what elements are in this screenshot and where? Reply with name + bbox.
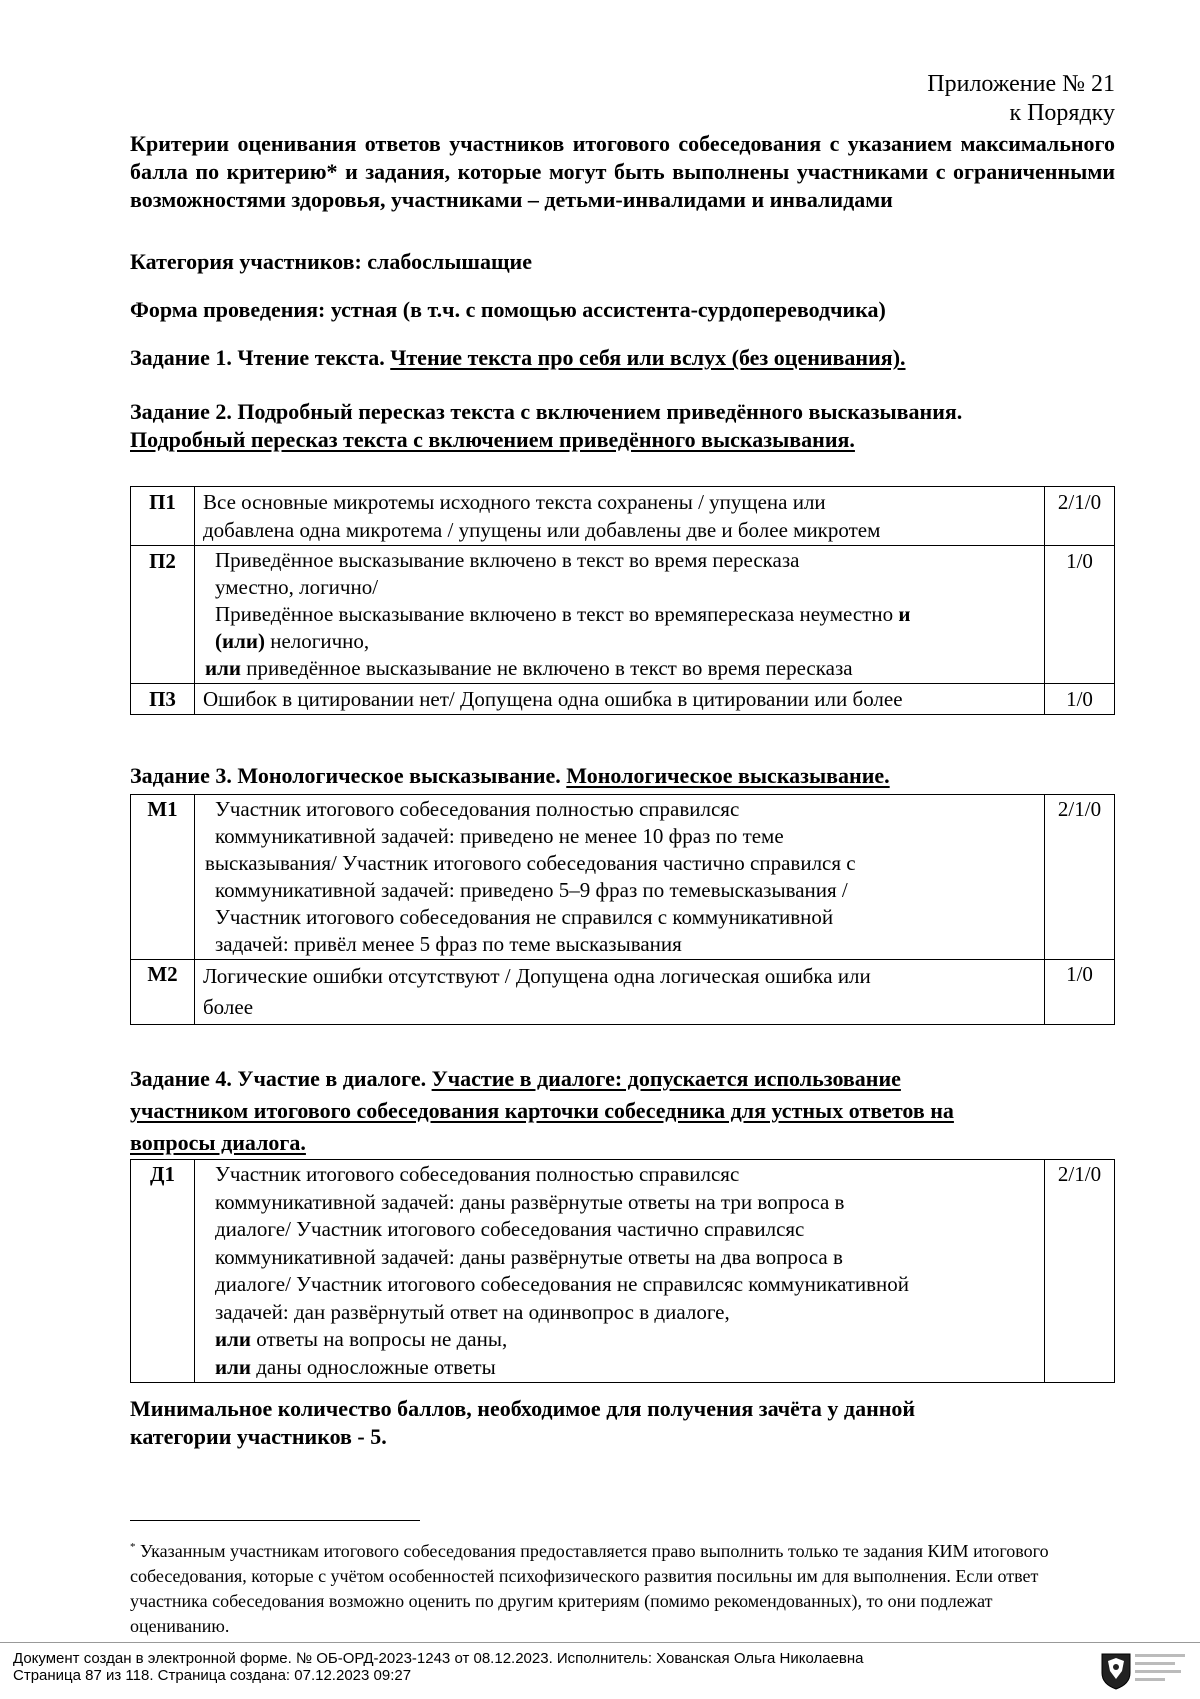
coat-of-arms-icon — [1098, 1651, 1134, 1691]
criterion-text-line: коммуникативной задачей: даны развёрнутые ответы на два вопроса в — [215, 1244, 843, 1269]
footnote-text: Указанным участникам итогового собеседования предоставляется право выполнить только те задания КИМ итогового собеседования, которые с учётом особенностей психофизического развития посильны им для выполнения. Если ответ участника собеседования возможно оценить по другим критериям (помимо рекомендованных), то они подлежат оцениванию. — [130, 1541, 1049, 1636]
criterion-text-line: Участник итогового собеседования полностью справилсяс — [215, 1162, 740, 1186]
criterion-score: 1/0 — [1045, 684, 1115, 715]
task3-label: Задание 3. Монологическое высказывание. — [130, 763, 567, 788]
table-row — [131, 795, 1115, 960]
criterion-description — [195, 487, 1045, 546]
participant-category: Категория участников: слабослышащие — [130, 249, 532, 274]
task3-criteria-table — [130, 794, 1115, 1025]
criterion-text-line: высказывания/ Участник итогового собеседования частично справился с — [205, 851, 856, 875]
task4-heading — [130, 1063, 1115, 1159]
table-row — [131, 960, 1115, 1025]
criterion-text-line: более — [203, 995, 254, 1019]
bold-fragment: или — [215, 1327, 251, 1351]
task1-detail: Чтение текста про себя или вслух (без оценивания). — [390, 345, 906, 370]
criterion-text-line: Логические ошибки отсутствуют / Допущена одна логическая ошибка или — [203, 964, 871, 988]
task2-detail: Подробный пересказ текста с включением приведённого высказывания. — [130, 427, 855, 452]
task4-detail: участником итогового собеседования карточки собеседника для устных ответов на — [130, 1098, 954, 1123]
criterion-text-line: уместно, логично/ — [215, 575, 379, 599]
minimum-score-line: Минимальное количество баллов, необходимое для получения зачёта у данной — [130, 1396, 916, 1421]
bold-fragment: (или) — [215, 629, 265, 653]
criterion-text-line: задачей: привёл менее 5 фраз по теме высказывания — [215, 932, 682, 956]
text-fragment: Приведённое высказывание включено в текст во времяпересказа неуместно — [215, 602, 899, 626]
criterion-text-line: Все основные микротемы исходного текста сохранены / упущена или — [203, 490, 826, 514]
criterion-text-line: задачей: дан развёрнутый ответ на одинвопрос в диалоге, — [215, 1299, 730, 1324]
criterion-text-line: коммуникативной задачей: приведено не менее 10 фраз по теме — [215, 824, 784, 848]
task2-heading — [130, 398, 1115, 454]
text-fragment: нелогично, — [264, 629, 370, 653]
criterion-text-line: Участник итогового собеседования полностью справилсяс — [215, 797, 740, 821]
bold-fragment: и — [898, 602, 911, 626]
criterion-text-line: диалоге/ Участник итогового собеседования частично справилсяс — [215, 1217, 805, 1241]
criterion-code: М1 — [131, 795, 195, 960]
criterion-text-line: коммуникативной задачей: даны развёрнутые ответы на три вопроса в — [215, 1189, 845, 1214]
table-row — [131, 1160, 1115, 1383]
emblem-caption-icon — [1135, 1651, 1190, 1687]
criterion-text-line: диалоге/ Участник итогового собеседования не справилсяс коммуникативной — [215, 1272, 910, 1296]
bold-fragment: или — [205, 656, 241, 680]
emblem-caption-decoration — [1135, 1651, 1195, 1690]
task3-heading — [130, 762, 1115, 790]
criterion-code: П3 — [131, 684, 195, 715]
text-fragment: приведённое высказывание не включено в текст во время пересказа — [240, 656, 853, 680]
appendix-header — [927, 70, 1115, 128]
task4-label: Задание 4. Участие в диалоге. — [130, 1066, 432, 1091]
appendix-number: Приложение № 21 — [927, 71, 1115, 97]
criterion-code: П2 — [131, 546, 195, 684]
criterion-score: 2/1/0 — [1045, 1160, 1115, 1383]
document-metadata-bar — [0, 1642, 1200, 1699]
criterion-code: Д1 — [131, 1160, 195, 1383]
task2-label: Задание 2. Подробный пересказ текста с включением приведённого высказывания. — [130, 399, 963, 424]
task4-line — [130, 1063, 1115, 1095]
bold-fragment: или — [215, 1354, 251, 1379]
criterion-score: 1/0 — [1045, 546, 1115, 684]
criterion-description — [195, 960, 1045, 1025]
criterion-text-line — [203, 1326, 1036, 1354]
conduct-form: Форма проведения: устная (в т.ч. с помощью ассистента-сурдопереводчика) — [130, 297, 886, 322]
document-title: Критерии оценивания ответов участников итогового собеседования с указанием максимального балла по критерию* и задания, которые могут быть выполнены участниками с ограниченными возможностями здоровья, участниками – детьми-инвалидами и инвалидами — [130, 131, 1115, 212]
criterion-text-line: Приведённое высказывание включено в текст во время пересказа — [215, 548, 800, 572]
table-row — [131, 684, 1115, 715]
criterion-description — [195, 795, 1045, 960]
criterion-score: 2/1/0 — [1045, 795, 1115, 960]
criterion-text-line — [203, 628, 1036, 655]
criterion-text-line — [203, 601, 1036, 628]
metadata-line: Документ создан в электронной форме. № ОБ-ОРД-2023-1243 от 08.12.2023. Исполнитель: Хованская Ольга Николаевна — [13, 1650, 864, 1667]
table-row — [131, 487, 1115, 546]
footnote — [130, 1535, 1090, 1639]
task1-label: Задание 1. Чтение текста. — [130, 345, 391, 370]
criterion-description — [195, 1160, 1045, 1383]
minimum-score-line: категории участников - 5. — [130, 1424, 387, 1449]
metadata-line: Страница 87 из 118. Страница создана: 07.12.2023 09:27 — [13, 1667, 412, 1684]
appendix-reference: к Порядку — [1009, 100, 1115, 126]
text-fragment: даны односложные ответы — [250, 1354, 496, 1379]
criterion-text-line: Участник итогового собеседования не справился с коммуникативной — [215, 905, 834, 929]
footnote-divider — [130, 1520, 420, 1521]
criterion-description: Ошибок в цитировании нет/ Допущена одна ошибка в цитировании или более — [195, 684, 1045, 715]
task4-detail: вопросы диалога. — [130, 1130, 306, 1155]
task4-detail: Участие в диалоге: допускается использование — [431, 1066, 901, 1091]
table-row — [131, 546, 1115, 684]
criterion-text-line: коммуникативной задачей: приведено 5–9 фраз по темевысказывания / — [215, 878, 848, 902]
task4-criteria-table — [130, 1159, 1115, 1383]
criterion-description — [195, 546, 1045, 684]
criterion-code: П1 — [131, 487, 195, 546]
criterion-code: М2 — [131, 960, 195, 1025]
task1-heading — [130, 344, 1115, 372]
criterion-score: 1/0 — [1045, 960, 1115, 1025]
minimum-score-note — [130, 1395, 1115, 1451]
criterion-score: 2/1/0 — [1045, 487, 1115, 546]
criterion-text-line — [203, 1354, 1036, 1382]
criterion-text-line: добавлена одна микротема / упущены или добавлены две и более микротем — [203, 518, 881, 542]
document-metadata — [13, 1650, 864, 1684]
text-fragment: ответы на вопросы не даны, — [250, 1327, 508, 1351]
footnote-mark: * — [130, 1541, 136, 1553]
task3-detail: Монологическое высказывание. — [566, 763, 890, 788]
task2-criteria-table — [130, 486, 1115, 715]
criterion-text-line — [203, 655, 1036, 682]
